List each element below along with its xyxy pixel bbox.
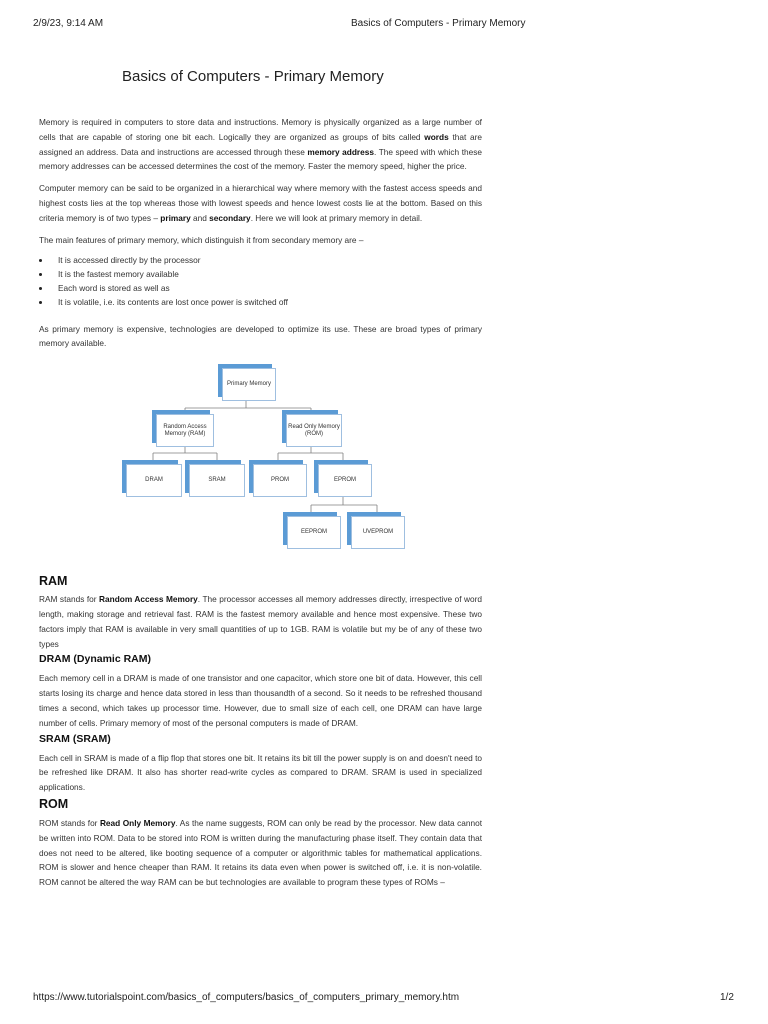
term-random-access-memory: Random Access Memory bbox=[99, 594, 198, 605]
node-dram: DRAM bbox=[126, 464, 182, 497]
bullet-icon bbox=[39, 287, 42, 290]
text-span: RAM stands for bbox=[39, 594, 100, 605]
term-secondary: secondary bbox=[209, 212, 251, 223]
types-intro-paragraph: As primary memory is expensive, technologies are developed to optimize its use. These are broad types of primary memory available. bbox=[39, 323, 482, 349]
text-span: ROM stands for bbox=[39, 817, 100, 828]
page-url: https://www.tutorialspoint.com/basics_of_computers/basics_of_computers_primary_memory.htm bbox=[33, 992, 460, 1003]
text-span: . The processor accesses all memory addresses directly, irrespective of word length, making storage and retrieval fast. RAM is the fastest memory available and hence most expensive. These two factors imply that RAM is available in very small quantities of up to 1GB. RAM is volatile but my be of any of these two types bbox=[39, 594, 483, 649]
term-primary: primary bbox=[160, 212, 191, 223]
node-primary-memory: Primary Memory bbox=[222, 368, 276, 401]
node-uveprom: UVEPROM bbox=[351, 516, 405, 549]
page-number: 1/2 bbox=[720, 992, 734, 1003]
sram-heading: SRAM (SRAM) bbox=[39, 732, 111, 745]
article bbox=[39, 66, 482, 890]
text-span: and bbox=[190, 212, 210, 223]
node-eeprom: EEPROM bbox=[287, 516, 341, 549]
ram-heading: RAM bbox=[39, 574, 68, 589]
features-list bbox=[39, 254, 482, 309]
page-title: Basics of Computers - Primary Memory bbox=[122, 68, 384, 85]
list-item-text: It is accessed directly by the processor bbox=[58, 255, 201, 266]
intro-paragraph-2 bbox=[39, 181, 482, 225]
text-span: Memory is required in computers to store data and instructions. Memory is physically organized as a large number of cells that are capable of storing one bit each. Logically they are organized as groups of bits called bbox=[39, 117, 482, 142]
ram-paragraph bbox=[39, 592, 482, 651]
dram-paragraph: Each memory cell in a DRAM is made of one transistor and one capacitor, which store one bit of data. However, this cell starts losing its charge and hence data stored in less than thousandth of a second. So it needs to be refreshed thousand times a second, which takes up processor time. However, due to small size of each cell, one DRAM can have large number of cells. Primary memory of most of the personal computers is made of DRAM. bbox=[39, 673, 482, 728]
dram-heading: DRAM (Dynamic RAM) bbox=[39, 653, 152, 666]
node-sram: SRAM bbox=[189, 464, 245, 497]
text-span: . Here we will look at primary memory in detail. bbox=[250, 212, 423, 223]
bullet-icon bbox=[39, 301, 42, 304]
bullet-icon bbox=[39, 259, 42, 262]
term-memory-address: memory address bbox=[307, 146, 375, 157]
text-span: . As the name suggests, ROM can only be read by the processor. New data cannot be written into ROM. Data to be stored into ROM is written during the manufacturing phase itself. They contain data that does not need to be altered, like booting sequence of a computer or algorithmic tables for mathematical applications. ROM is slower and hence cheaper than RAM. It retains its data even when power is switched off, i.e. it is non-volatile. ROM cannot be altered the way RAM can be but technologies are available to program these types of ROMs – bbox=[39, 817, 483, 888]
print-header-title: Basics of Computers - Primary Memory bbox=[351, 18, 526, 29]
list-item bbox=[39, 254, 482, 268]
intro-paragraph-1 bbox=[39, 115, 482, 174]
rom-paragraph bbox=[39, 816, 482, 890]
node-eprom: EPROM bbox=[318, 464, 372, 497]
sram-paragraph: Each cell in SRAM is made of a flip flop that stores one bit. It retains its bit till the power supply is on and doesn't need to be refreshed like DRAM. It also has shorter read-write cycles as compared to DRAM. SRAM is used in specialized applications. bbox=[39, 752, 482, 793]
text-span: . The speed with which these memory addresses can be accessed determines the cost of the memory. Faster the memory speed, higher the price. bbox=[39, 146, 482, 172]
text-span: Computer memory can be said to be organized in a hierarchical way where memory with the fastest access speeds and highest costs lies at the top whereas those with lowest speeds and hence lowest costs lie at the bottom. Based on this criteria memory is of two types – bbox=[39, 183, 482, 223]
list-item-text: It is the fastest memory available bbox=[58, 269, 179, 280]
print-datetime: 2/9/23, 9:14 AM bbox=[33, 18, 104, 29]
bullet-icon bbox=[39, 273, 42, 276]
node-prom: PROM bbox=[253, 464, 307, 497]
list-item bbox=[39, 296, 482, 310]
term-words: words bbox=[424, 131, 449, 142]
node-rom: Read Only Memory (ROM) bbox=[286, 414, 342, 447]
rom-heading: ROM bbox=[39, 796, 69, 811]
primary-memory-diagram bbox=[39, 360, 482, 572]
list-item-text: It is volatile, i.e. its contents are lost once power is switched off bbox=[58, 296, 288, 307]
intro-paragraph-3: The main features of primary memory, which distinguish it from secondary memory are – bbox=[39, 234, 364, 245]
list-item bbox=[39, 268, 482, 282]
text-span: that are assigned an address. Data and instructions are accessed through these bbox=[39, 131, 482, 157]
node-ram: Random Access Memory (RAM) bbox=[156, 414, 214, 447]
term-read-only-memory: Read Only Memory bbox=[99, 817, 176, 828]
list-item bbox=[39, 282, 482, 296]
list-item-text: Each word is stored as well as bbox=[58, 282, 170, 293]
